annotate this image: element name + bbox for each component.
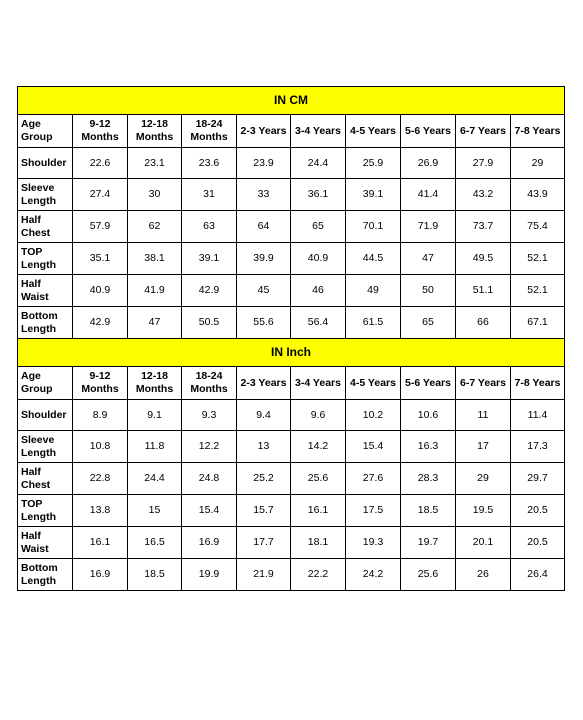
section-title: IN CM bbox=[18, 87, 565, 115]
table-cell: 45 bbox=[237, 275, 291, 307]
measurement-label bbox=[18, 275, 73, 307]
text-line: 7-8 Years bbox=[514, 124, 561, 137]
text-line: Length bbox=[21, 258, 56, 271]
table-cell: 25.6 bbox=[401, 559, 456, 591]
text-line: 3-4 Years bbox=[295, 376, 341, 389]
column-header bbox=[291, 115, 346, 148]
table-cell: 71.9 bbox=[401, 211, 456, 243]
table-cell: 9.3 bbox=[182, 400, 237, 431]
table-cell: 13.8 bbox=[73, 495, 128, 527]
text-line: Sleeve bbox=[21, 181, 55, 194]
text-line: Chest bbox=[21, 478, 51, 491]
table-cell: 75.4 bbox=[511, 211, 565, 243]
section-header-row bbox=[18, 339, 565, 367]
text-line: 3-4 Years bbox=[295, 124, 341, 137]
table-cell: 26 bbox=[456, 559, 511, 591]
table-cell: 30 bbox=[128, 179, 182, 211]
measurement-label bbox=[18, 400, 73, 431]
text-line: Group bbox=[21, 131, 53, 143]
table-cell: 44.5 bbox=[346, 243, 401, 275]
table-cell: 40.9 bbox=[73, 275, 128, 307]
age-group-label bbox=[18, 115, 73, 148]
table-cell: 24.2 bbox=[346, 559, 401, 591]
table-cell: 40.9 bbox=[291, 243, 346, 275]
table-cell: 16.1 bbox=[73, 527, 128, 559]
text-line: Months bbox=[190, 131, 228, 143]
table-cell: 12.2 bbox=[182, 431, 237, 463]
text-line: Months bbox=[81, 383, 119, 395]
measurement-label bbox=[18, 179, 73, 211]
table-cell: 17 bbox=[456, 431, 511, 463]
measurement-label bbox=[18, 307, 73, 339]
table-cell: 23.1 bbox=[128, 148, 182, 179]
table-cell: 18.5 bbox=[128, 559, 182, 591]
text-line: 4-5 Years bbox=[350, 124, 396, 137]
table-cell: 16.9 bbox=[73, 559, 128, 591]
table-cell: 20.5 bbox=[511, 527, 565, 559]
measurement-label bbox=[18, 527, 73, 559]
section-title: IN Inch bbox=[18, 339, 565, 367]
table-cell: 24.8 bbox=[182, 463, 237, 495]
text-line: Months bbox=[135, 383, 174, 395]
table-cell: 39.1 bbox=[346, 179, 401, 211]
table-cell: 51.1 bbox=[456, 275, 511, 307]
table-cell: 15 bbox=[128, 495, 182, 527]
column-header bbox=[346, 115, 401, 148]
table-cell: 21.9 bbox=[237, 559, 291, 591]
table-cell: 52.1 bbox=[511, 243, 565, 275]
size-chart bbox=[17, 86, 564, 591]
table-row bbox=[18, 431, 565, 463]
table-cell: 16.5 bbox=[128, 527, 182, 559]
table-cell: 61.5 bbox=[346, 307, 401, 339]
measurement-label bbox=[18, 559, 73, 591]
table-cell: 25.9 bbox=[346, 148, 401, 179]
table-cell: 19.3 bbox=[346, 527, 401, 559]
table-cell: 73.7 bbox=[456, 211, 511, 243]
table-cell: 28.3 bbox=[401, 463, 456, 495]
text-line: Waist bbox=[21, 290, 49, 303]
table-cell: 16.9 bbox=[182, 527, 237, 559]
column-header bbox=[128, 367, 182, 400]
text-line: Group bbox=[21, 383, 53, 395]
table-cell: 47 bbox=[128, 307, 182, 339]
text-line: Bottom bbox=[21, 309, 58, 322]
text-line: Length bbox=[21, 322, 56, 335]
table-cell: 39.1 bbox=[182, 243, 237, 275]
table-cell: 57.9 bbox=[73, 211, 128, 243]
measurement-label bbox=[18, 148, 73, 179]
table-cell: 41.9 bbox=[128, 275, 182, 307]
text-line: 6-7 Years bbox=[460, 124, 506, 137]
table-cell: 56.4 bbox=[291, 307, 346, 339]
table-cell: 16.3 bbox=[401, 431, 456, 463]
table-cell: 19.9 bbox=[182, 559, 237, 591]
table-cell: 23.9 bbox=[237, 148, 291, 179]
table-cell: 9.6 bbox=[291, 400, 346, 431]
column-header bbox=[456, 115, 511, 148]
table-cell: 15.4 bbox=[182, 495, 237, 527]
table-cell: 52.1 bbox=[511, 275, 565, 307]
table-cell: 14.2 bbox=[291, 431, 346, 463]
table-cell: 50.5 bbox=[182, 307, 237, 339]
text-line: Sleeve bbox=[21, 433, 55, 446]
text-line: 4-5 Years bbox=[350, 376, 396, 389]
table-cell: 39.9 bbox=[237, 243, 291, 275]
table-cell: 55.6 bbox=[237, 307, 291, 339]
column-header bbox=[237, 115, 291, 148]
table-cell: 24.4 bbox=[291, 148, 346, 179]
table-cell: 65 bbox=[401, 307, 456, 339]
table-cell: 11 bbox=[456, 400, 511, 431]
table-cell: 22.2 bbox=[291, 559, 346, 591]
column-header bbox=[128, 115, 182, 148]
text-line: 18-24 bbox=[195, 370, 223, 382]
column-header bbox=[401, 115, 456, 148]
text-line: TOP bbox=[21, 497, 43, 510]
text-line: Shoulder bbox=[21, 156, 67, 169]
text-line: Months bbox=[190, 383, 228, 395]
table-cell: 63 bbox=[182, 211, 237, 243]
table-cell: 29.7 bbox=[511, 463, 565, 495]
table-row bbox=[18, 559, 565, 591]
table-cell: 22.8 bbox=[73, 463, 128, 495]
text-line: 9-12 bbox=[89, 118, 111, 130]
text-line: Waist bbox=[21, 542, 49, 555]
text-line: Bottom bbox=[21, 561, 58, 574]
text-line: Length bbox=[21, 194, 56, 207]
table-cell: 66 bbox=[456, 307, 511, 339]
table-cell: 16.1 bbox=[291, 495, 346, 527]
table-cell: 29 bbox=[456, 463, 511, 495]
table-cell: 43.9 bbox=[511, 179, 565, 211]
table-cell: 11.8 bbox=[128, 431, 182, 463]
column-header bbox=[237, 367, 291, 400]
text-line: 5-6 Years bbox=[405, 124, 451, 137]
table-cell: 25.6 bbox=[291, 463, 346, 495]
measurement-label bbox=[18, 211, 73, 243]
text-line: Length bbox=[21, 510, 56, 523]
text-line: 6-7 Years bbox=[460, 376, 506, 389]
table-cell: 38.1 bbox=[128, 243, 182, 275]
text-line: 2-3 Years bbox=[240, 124, 287, 137]
text-line: Length bbox=[21, 574, 56, 587]
table-row bbox=[18, 275, 565, 307]
table-cell: 49.5 bbox=[456, 243, 511, 275]
column-header bbox=[182, 367, 237, 400]
table-cell: 10.6 bbox=[401, 400, 456, 431]
table-cell: 49 bbox=[346, 275, 401, 307]
table-cell: 17.7 bbox=[237, 527, 291, 559]
measurement-label bbox=[18, 495, 73, 527]
text-line: Shoulder bbox=[21, 408, 67, 421]
table-cell: 27.4 bbox=[73, 179, 128, 211]
table-cell: 13 bbox=[237, 431, 291, 463]
table-row bbox=[18, 211, 565, 243]
table-cell: 22.6 bbox=[73, 148, 128, 179]
table-cell: 10.8 bbox=[73, 431, 128, 463]
table-row bbox=[18, 495, 565, 527]
column-header bbox=[73, 115, 128, 148]
table-cell: 17.5 bbox=[346, 495, 401, 527]
text-line: 5-6 Years bbox=[405, 376, 451, 389]
column-header bbox=[73, 367, 128, 400]
table-cell: 70.1 bbox=[346, 211, 401, 243]
text-line: Length bbox=[21, 446, 56, 459]
text-line: Months bbox=[135, 131, 174, 143]
column-header bbox=[291, 367, 346, 400]
text-line: Age bbox=[21, 118, 41, 130]
table-cell: 9.1 bbox=[128, 400, 182, 431]
column-header bbox=[182, 115, 237, 148]
measurement-label bbox=[18, 463, 73, 495]
text-line: Half bbox=[21, 213, 41, 226]
table-cell: 29 bbox=[511, 148, 565, 179]
size-chart-table bbox=[17, 86, 565, 591]
text-line: Age bbox=[21, 370, 41, 382]
table-cell: 24.4 bbox=[128, 463, 182, 495]
table-cell: 27.9 bbox=[456, 148, 511, 179]
table-cell: 19.5 bbox=[456, 495, 511, 527]
text-line: Half bbox=[21, 277, 41, 290]
column-header bbox=[511, 115, 565, 148]
age-group-row bbox=[18, 115, 565, 148]
table-cell: 26.9 bbox=[401, 148, 456, 179]
table-row bbox=[18, 463, 565, 495]
table-cell: 27.6 bbox=[346, 463, 401, 495]
table-cell: 42.9 bbox=[73, 307, 128, 339]
text-line: 7-8 Years bbox=[514, 376, 561, 389]
table-cell: 43.2 bbox=[456, 179, 511, 211]
table-row bbox=[18, 243, 565, 275]
text-line: TOP bbox=[21, 245, 43, 258]
table-cell: 11.4 bbox=[511, 400, 565, 431]
table-cell: 10.2 bbox=[346, 400, 401, 431]
table-row bbox=[18, 307, 565, 339]
table-cell: 46 bbox=[291, 275, 346, 307]
table-cell: 19.7 bbox=[401, 527, 456, 559]
table-cell: 67.1 bbox=[511, 307, 565, 339]
table-cell: 17.3 bbox=[511, 431, 565, 463]
table-cell: 26.4 bbox=[511, 559, 565, 591]
table-cell: 20.5 bbox=[511, 495, 565, 527]
text-line: 9-12 bbox=[89, 370, 111, 382]
table-cell: 42.9 bbox=[182, 275, 237, 307]
table-cell: 35.1 bbox=[73, 243, 128, 275]
column-header bbox=[511, 367, 565, 400]
table-row bbox=[18, 527, 565, 559]
column-header bbox=[401, 367, 456, 400]
table-cell: 33 bbox=[237, 179, 291, 211]
table-row bbox=[18, 400, 565, 431]
text-line: Half bbox=[21, 529, 41, 542]
text-line: 12-18 bbox=[141, 370, 168, 382]
age-group-row bbox=[18, 367, 565, 400]
table-cell: 31 bbox=[182, 179, 237, 211]
measurement-label bbox=[18, 243, 73, 275]
table-cell: 18.5 bbox=[401, 495, 456, 527]
table-cell: 23.6 bbox=[182, 148, 237, 179]
column-header bbox=[346, 367, 401, 400]
table-cell: 64 bbox=[237, 211, 291, 243]
table-cell: 62 bbox=[128, 211, 182, 243]
section-header-row bbox=[18, 87, 565, 115]
text-line: Half bbox=[21, 465, 41, 478]
column-header bbox=[456, 367, 511, 400]
table-row bbox=[18, 179, 565, 211]
table-cell: 9.4 bbox=[237, 400, 291, 431]
table-cell: 36.1 bbox=[291, 179, 346, 211]
text-line: 18-24 bbox=[195, 118, 223, 130]
text-line: Months bbox=[81, 131, 119, 143]
measurement-label bbox=[18, 431, 73, 463]
table-cell: 15.7 bbox=[237, 495, 291, 527]
table-cell: 8.9 bbox=[73, 400, 128, 431]
table-row bbox=[18, 148, 565, 179]
table-cell: 41.4 bbox=[401, 179, 456, 211]
text-line: Chest bbox=[21, 226, 51, 239]
table-cell: 25.2 bbox=[237, 463, 291, 495]
text-line: 12-18 bbox=[141, 118, 168, 130]
table-cell: 65 bbox=[291, 211, 346, 243]
table-cell: 47 bbox=[401, 243, 456, 275]
table-cell: 15.4 bbox=[346, 431, 401, 463]
age-group-label bbox=[18, 367, 73, 400]
table-cell: 18.1 bbox=[291, 527, 346, 559]
table-cell: 50 bbox=[401, 275, 456, 307]
text-line: 2-3 Years bbox=[240, 376, 287, 389]
table-cell: 20.1 bbox=[456, 527, 511, 559]
